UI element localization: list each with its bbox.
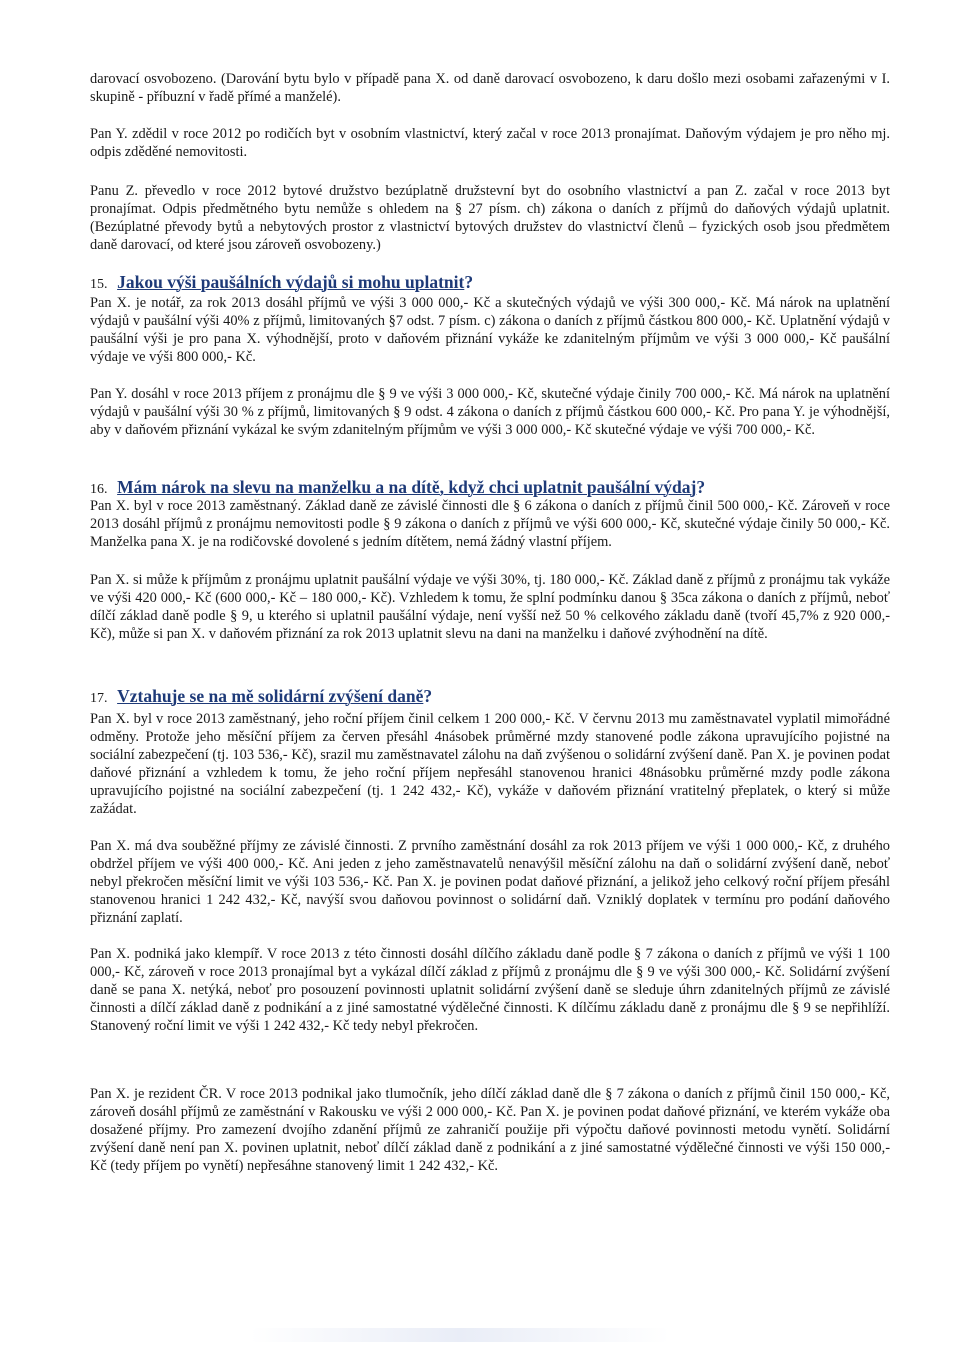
paragraph-q16-employment: Pan X. byl v roce 2013 zaměstnaný. Základ daně ze závislé činnosti dle § 6 zákona o daních z příjmů činil 500 000,- Kč. Zároveň v roce 2013 dosáhl příjmů z pronájmu nemovitosti podle § 9 zákona o daních z příjmů ve výši 600 000,- Kč, skutečné výdaje činily 50 000,- Kč. Manželka pana X. je na rodičovské dovolené s jedním dítětem, nemá žádný vlastní příjem.: [90, 498, 890, 550]
question-title: Jakou výši paušálních výdajů si mohu uplatnit: [117, 272, 465, 292]
question-number: 16.: [90, 482, 108, 497]
question-title: Mám nárok na slevu na manželku a na dítě, když chci uplatnit paušální výdaj: [117, 477, 697, 497]
paragraph-intro: darovací osvobozeno. (Darování bytu bylo v případě pana X. od daně darovací osvobozeno, k daru došlo mezi osobami zařazenými v I. skupině - příbuzní v řadě přímé a manželé).: [90, 71, 890, 105]
scan-smudge: [250, 1328, 670, 1342]
question-number: 17.: [90, 691, 108, 706]
paragraph-q17-plumber: Pan X. podniká jako klempíř. V roce 2013 z této činnosti dosáhl dílčího základu daně podle § 7 zákona o daních z příjmů ve výši 1 100 000,- Kč, zároveň v roce 2013 pronajímal byt a vykázal dílčí základ z příjmů z pronájmu dle § 9 ve výši 300 000,- Kč. Solidární zvýšení daně se pana X. netýká, neboť pro posouzení povinnosti uplatnit solidární zvýšení daně se sleduje úhrn zdanitelných příjmů ze závislé činnosti a dílčí základ daně z podnikání a z jiné samostatné výdělečné činnosti. K dílčímu základu daně z pronájmu dle § 9 se nepřihlíží. Stanovený roční limit ve výši 1 242 432,- Kč tedy nebyl překročen.: [90, 946, 890, 1034]
paragraph-q15-rent: Pan Y. dosáhl v roce 2013 příjem z pronájmu dle § 9 ve výši 3 000 000,- Kč, skutečné výdaje činily 700 000,- Kč. Má nárok na uplatnění výdajů v paušální výši 30 % z příjmů, limitovaných § 9 odst. 4 zákona o daních z příjmů částkou 600 000,- Kč. Pro pana Y. je výhodnější, aby v daňovém přiznání vykázal ke svým zdanitelným příjmům ve výši 3 000 000,- Kč skutečné výdaje ve výši 700 000,- Kč.: [90, 386, 890, 438]
question-mark: ?: [696, 477, 706, 497]
paragraph-q17-employee: Pan X. byl v roce 2013 zaměstnaný, jeho roční příjem činil celkem 1 200 000,- Kč. V červnu 2013 mu zaměstnavatel vyplatil mimořádné odměny. Protože jeho měsíční příjem za červen přesáhl 4násobek průměrné mzdy stanovené podle zákona upravujícího pojistné na sociální zabezpečení (tj. 103 536,- Kč), srazil mu zaměstnavatel zálohu na daň zvýšenou o solidární zvýšení daně. Pan X. je povinen podat daňové přiznání a vzhledem k tomu, že jeho roční příjem nepřesáhl stanovenou hranici 48násobku průměrné mzdy podle zákona upravujícího pojistné na sociální zabezpečení (tj. 1 242 432,- Kč), vykáže v daňovém přiznání vratitelný přeplatek, o který si může zažádat.: [90, 711, 890, 817]
paragraph-q17-two-jobs: Pan X. má dva souběžné příjmy ze závislé činnosti. Z prvního zaměstnání dosáhl za rok 2013 příjem ve výši 1 000 000,- Kč, z druhého obdržel příjem ve výši 400 000,- Kč. Ani jeden z jeho zaměstnavatelů nenavýšil měsíční zálohu na daň o solidární zvýšení daně, neboť nebyl překročen měsíční limit ve výši 103 536,- Kč. Pan X. je povinen podat daňové přiznání, a jelikož jeho celkový roční příjem přesáhl stanovenou hranici 1 242 432,- Kč, navýší svou daňovou povinnost o solidární daň. Vzniklý doplatek v termínu pro podání daňového přiznání zaplatí.: [90, 838, 890, 926]
question-mark: ?: [423, 686, 433, 706]
paragraph-q16-flat-rate: Pan X. si může k příjmům z pronájmu uplatnit paušální výdaje ve výši 30%, tj. 180 000,- Kč. Základ daně z příjmů z pronájmu tak vykáže ve výši 420 000,- Kč (600 000,- Kč – 180 000,- Kč). Vzhledem k tomu, že splní podmínku danou § 35ca zákona o daních z příjmů, neboť dílčí základ daně podle § 9, u kterého si uplatnil paušální výdaje, není vyšší než 50 % celkového základu daně (tvoří 45,7% z 920 000,- Kč), může si pan X. v daňovém přiznání za rok 2013 uplatnit slevu na dani na manželku i daňové zvýhodnění na dítě.: [90, 572, 890, 642]
paragraph-pan-y-inheritance: Pan Y. zdědil v roce 2012 po rodičích byt v osobním vlastnictví, který začal v roce 2013 pronajímat. Daňovým výdajem je pro něho mj. odpis zděděné nemovitosti.: [90, 126, 890, 160]
question-number: 15.: [90, 277, 108, 292]
question-15-heading: [90, 272, 890, 295]
paragraph-q15-notary: Pan X. je notář, za rok 2013 dosáhl příjmů ve výši 3 000 000,- Kč a skutečných výdajů ve výši 300 000,- Kč. Má nárok na uplatnění výdajů v paušální výši 40% z příjmů, limitovaných §7 odst. 7 písm. c) zákona o daních z příjmů částkou 800 000,- Kč. Uplatnění výdajů v paušální výši je pro pana X. výhodnější, proto v daňovém přiznání vykáže ke zdanitelným příjmům ve výši 3 000 000,- Kč paušální výdaje ve výši 800 000,- Kč.: [90, 295, 890, 365]
paragraph-panu-z-transfer: Panu Z. převedlo v roce 2012 bytové družstvo bezúplatně družstevní byt do osobního vlastnictví a pan Z. začal v roce 2013 byt pronajímat. Odpis předmětného bytu nemůže s ohledem na § 27 písm. ch) zákona o daních z příjmů do daňových výdajů uplatnit. (Bezúplatné převody bytů a nebytových prostor z vlastnictví bytových družstev do vlastnictví členů – fyzických osob jsou předmětem daně darovací, od které jsou zároveň osvobozeny.): [90, 183, 890, 253]
question-mark: ?: [464, 272, 474, 292]
paragraph-q17-resident: Pan X. je rezident ČR. V roce 2013 podnikal jako tlumočník, jeho dílčí základ daně dle § 7 zákona o daních z příjmů činil 150 000,- Kč, zároveň dosáhl příjmů ze zaměstnání v Rakousku ve výši 2 000 000,- Kč. Pan X. je povinen podat daňové přiznání, ve kterém vykáže oba dosažené příjmy. Pro zamezení dvojího zdanění příjmů ze zahraničí použije při výpočtu daňové povinnosti metodu vynětí. Solidární zvýšení daně není pan X. povinen uplatnit, neboť dílčí základ daně z podnikání a z jiné samostatné výdělečné činnosti ve výši 150 000,- Kč (tedy příjem po vynětí) nepřesáhne stanovený limit 1 242 432,- Kč.: [90, 1086, 890, 1174]
question-title: Vztahuje se na mě solidární zvýšení daně: [117, 686, 424, 706]
question-17-heading: [90, 686, 890, 709]
